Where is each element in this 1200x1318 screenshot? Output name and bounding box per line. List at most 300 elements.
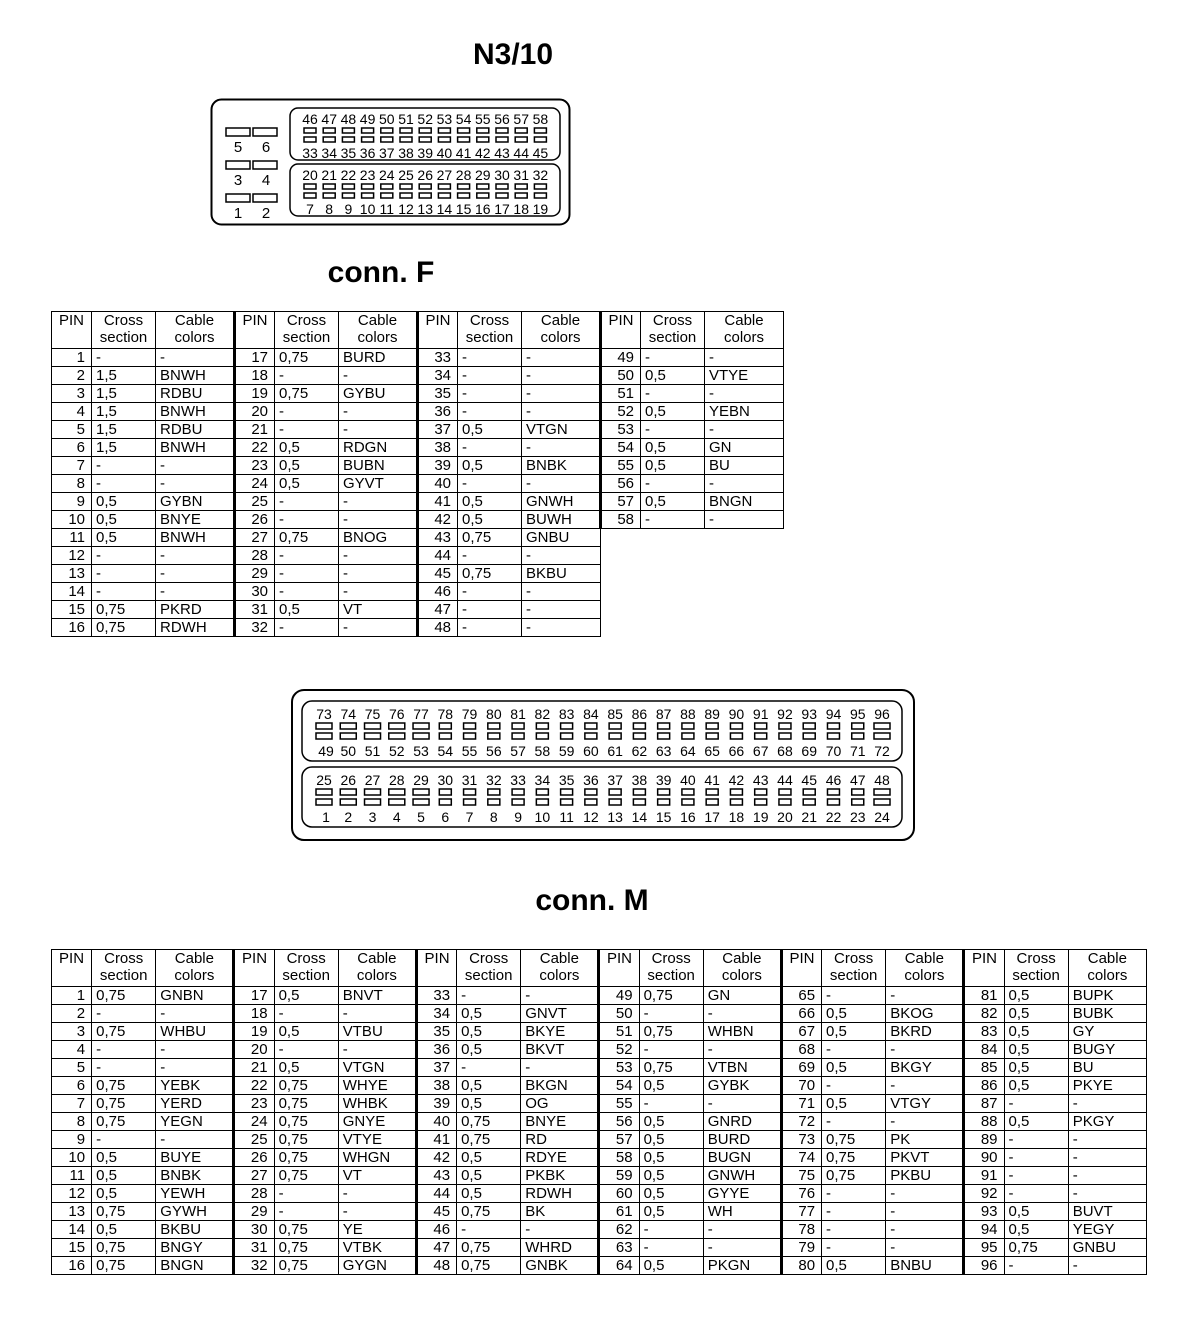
signal-pin — [852, 733, 864, 739]
empty-cell — [705, 601, 784, 619]
pin-number: 65 — [781, 987, 821, 1005]
pin-number: 12 — [52, 547, 92, 565]
cable-color: - — [886, 987, 964, 1005]
cable-color: - — [522, 385, 601, 403]
cross-section: 0,5 — [1004, 1041, 1068, 1059]
pin-label: 51 — [398, 111, 414, 127]
cable-color: - — [886, 1203, 964, 1221]
cross-section: 0,75 — [92, 1113, 156, 1131]
header-pin: PIN — [601, 312, 641, 349]
signal-pin — [419, 128, 431, 133]
cable-color: RDBU — [156, 421, 235, 439]
pin-number: 1 — [52, 987, 92, 1005]
signal-pin — [682, 799, 694, 805]
cross-section: 1,5 — [92, 403, 156, 421]
pin-label: 18 — [513, 201, 529, 217]
cable-color: - — [886, 1113, 964, 1131]
empty-cell — [641, 601, 705, 619]
header-cross-section: Cross section — [274, 950, 338, 987]
signal-pin — [381, 128, 393, 133]
pin-number: 42 — [416, 1149, 456, 1167]
signal-pin — [389, 799, 405, 805]
cable-color: - — [521, 987, 599, 1005]
signal-pin — [316, 733, 332, 739]
cross-section: - — [92, 1059, 156, 1077]
pin-label: 56 — [494, 111, 510, 127]
cross-section: 0,5 — [822, 1005, 886, 1023]
signal-pin — [585, 733, 597, 739]
pin-label: 51 — [364, 743, 381, 759]
cable-color: BKOG — [886, 1005, 964, 1023]
pin-label: 34 — [321, 145, 337, 161]
table-row — [52, 1185, 1147, 1203]
cable-color: - — [886, 1041, 964, 1059]
cable-color: PKYE — [1068, 1077, 1146, 1095]
pin-number: 35 — [416, 1023, 456, 1041]
signal-pin — [477, 128, 489, 133]
signal-pin — [633, 789, 645, 795]
pin-number: 41 — [418, 493, 458, 511]
pin-label: 52 — [388, 743, 405, 759]
table-row — [52, 529, 784, 547]
pin-number: 48 — [418, 619, 458, 637]
cross-section: 0,5 — [639, 1077, 703, 1095]
cable-color: - — [521, 1059, 599, 1077]
signal-pin — [439, 723, 451, 729]
cross-section: 0,75 — [639, 1059, 703, 1077]
cable-color: GY — [1068, 1023, 1146, 1041]
table-row — [52, 367, 784, 385]
signal-pin — [304, 128, 316, 133]
pin-label: 5 — [417, 809, 425, 825]
cross-section: 0,5 — [1004, 1221, 1068, 1239]
cable-color: BKGY — [886, 1059, 964, 1077]
signal-pin — [779, 733, 791, 739]
cable-color: BURD — [339, 349, 418, 367]
pin-number: 20 — [235, 403, 275, 421]
cable-color: BNGN — [705, 493, 784, 511]
pin-label: 96 — [874, 706, 890, 722]
table-row — [52, 565, 784, 583]
table-row — [52, 601, 784, 619]
signal-pin — [464, 799, 476, 805]
signal-pin — [496, 137, 508, 142]
pin-label: 21 — [801, 809, 818, 825]
cable-color: YEWH — [156, 1185, 234, 1203]
cross-section: - — [822, 1221, 886, 1239]
power-pin — [226, 194, 250, 202]
pin-label: 48 — [340, 111, 357, 127]
cross-section: 0,5 — [639, 1131, 703, 1149]
pin-number: 55 — [599, 1095, 639, 1113]
header-cross-section: Cross section — [92, 950, 156, 987]
signal-pin — [389, 789, 405, 795]
pin-number: 23 — [235, 457, 275, 475]
cross-section: 0,5 — [639, 1113, 703, 1131]
pin-label: 2 — [261, 205, 271, 222]
signal-pin — [536, 723, 548, 729]
pin-number: 3 — [52, 1023, 92, 1041]
cross-section: 0,5 — [458, 457, 522, 475]
power-pin — [226, 128, 250, 136]
pin-label: 49 — [359, 111, 376, 127]
table-row — [52, 511, 784, 529]
cross-section: 0,5 — [1004, 1077, 1068, 1095]
cross-section: - — [275, 403, 339, 421]
cross-section: - — [639, 1239, 703, 1257]
signal-pin — [755, 723, 767, 729]
power-pin — [253, 128, 277, 136]
cable-color: - — [156, 565, 235, 583]
signal-pin — [609, 723, 621, 729]
signal-pin — [609, 789, 621, 795]
cross-section: 0,5 — [641, 403, 705, 421]
signal-pin — [874, 799, 890, 805]
cable-color: - — [522, 601, 601, 619]
pin-number: 8 — [52, 1113, 92, 1131]
cross-section: - — [274, 1041, 338, 1059]
cross-section: 0,5 — [639, 1149, 703, 1167]
header-pin: PIN — [416, 950, 456, 987]
pin-label: 83 — [558, 706, 575, 722]
cable-color: BUGY — [1068, 1041, 1146, 1059]
cable-color: - — [339, 619, 418, 637]
cross-section: 0,75 — [92, 1257, 156, 1275]
cable-color: - — [703, 1005, 781, 1023]
cable-color: - — [886, 1239, 964, 1257]
table-row — [52, 439, 784, 457]
pin-number: 47 — [416, 1239, 456, 1257]
signal-pin — [342, 137, 354, 142]
cross-section: 0,75 — [457, 1113, 521, 1131]
cross-section: 0,5 — [92, 1167, 156, 1185]
cable-color: - — [338, 1005, 416, 1023]
pin-number: 83 — [964, 1023, 1004, 1041]
pin-label: 25 — [398, 167, 414, 183]
pin-number: 46 — [418, 583, 458, 601]
pin-number: 26 — [234, 1149, 274, 1167]
pin-number: 87 — [964, 1095, 1004, 1113]
cable-color: RD — [521, 1131, 599, 1149]
pin-number: 30 — [234, 1221, 274, 1239]
cross-section: 0,5 — [639, 1185, 703, 1203]
pin-number: 40 — [416, 1113, 456, 1131]
signal-pin — [340, 789, 356, 795]
table-row — [52, 583, 784, 601]
cross-section: 0,75 — [275, 385, 339, 403]
pin-label: 37 — [607, 772, 623, 788]
pin-label: 19 — [532, 201, 549, 217]
signal-pin — [730, 733, 742, 739]
cable-color: - — [703, 1095, 781, 1113]
cable-color: VTGY — [886, 1095, 964, 1113]
cable-color: - — [156, 349, 235, 367]
signal-pin — [458, 193, 470, 198]
cable-color: - — [1068, 1131, 1146, 1149]
pin-number: 54 — [601, 439, 641, 457]
signal-pin — [365, 799, 381, 805]
pin-number: 63 — [599, 1239, 639, 1257]
pin-label: 17 — [494, 201, 510, 217]
cable-color: BKBU — [156, 1221, 234, 1239]
pin-label: 46 — [302, 111, 318, 127]
pin-number: 84 — [964, 1041, 1004, 1059]
cable-color: - — [886, 1185, 964, 1203]
cable-color: RDWH — [156, 619, 235, 637]
cross-section: 0,5 — [457, 1149, 521, 1167]
header-cable-colors: Cable colors — [703, 950, 781, 987]
pin-label: 11 — [379, 201, 395, 217]
cable-color: - — [705, 385, 784, 403]
cross-section: - — [639, 1095, 703, 1113]
pin-label: 38 — [631, 772, 648, 788]
cable-color: - — [156, 583, 235, 601]
pin-label: 63 — [655, 743, 672, 759]
pin-number: 27 — [234, 1167, 274, 1185]
pin-number: 43 — [416, 1167, 456, 1185]
pin-number: 58 — [601, 511, 641, 529]
pin-number: 45 — [416, 1203, 456, 1221]
pin-number: 39 — [418, 457, 458, 475]
pin-label: 55 — [475, 111, 491, 127]
signal-pin — [803, 789, 815, 795]
signal-pin — [706, 789, 718, 795]
signal-pin — [512, 789, 524, 795]
pin-label: 73 — [316, 706, 332, 722]
cross-section: 0,5 — [457, 1023, 521, 1041]
empty-cell — [705, 619, 784, 637]
cross-section: 0,5 — [1004, 987, 1068, 1005]
conn-f-title: conn. F — [327, 256, 435, 289]
cross-section: - — [458, 601, 522, 619]
pin-label: 20 — [777, 809, 793, 825]
pin-label: 45 — [801, 772, 818, 788]
signal-pin — [561, 789, 573, 795]
pin-label: 12 — [583, 809, 599, 825]
pin-label: 59 — [558, 743, 575, 759]
header-cross-section: Cross section — [457, 950, 521, 987]
header-pin: PIN — [52, 312, 92, 349]
pin-number: 67 — [781, 1023, 821, 1041]
cross-section: 0,5 — [641, 439, 705, 457]
signal-pin — [413, 733, 429, 739]
signal-pin — [633, 733, 645, 739]
signal-pin — [658, 723, 670, 729]
pin-label: 4 — [392, 809, 401, 825]
cable-color: GN — [705, 439, 784, 457]
cable-color: - — [705, 511, 784, 529]
pin-number: 57 — [599, 1131, 639, 1149]
pin-number: 21 — [234, 1059, 274, 1077]
cross-section: - — [822, 1077, 886, 1095]
pin-label: 19 — [752, 809, 769, 825]
cable-color: VTGN — [338, 1059, 416, 1077]
cross-section: 0,75 — [458, 565, 522, 583]
pin-number: 3 — [52, 385, 92, 403]
cross-section: 0,75 — [639, 1023, 703, 1041]
pin-label: 22 — [340, 167, 357, 183]
header-pin: PIN — [964, 950, 1004, 987]
pin-label: 86 — [631, 706, 648, 722]
pin-label: 54 — [455, 111, 472, 127]
cable-color: - — [339, 493, 418, 511]
signal-pin — [658, 789, 670, 795]
header-pin: PIN — [235, 312, 275, 349]
pin-label: 10 — [534, 809, 551, 825]
signal-pin — [381, 137, 393, 142]
pin-label: 44 — [513, 145, 529, 161]
pin-number: 20 — [234, 1041, 274, 1059]
pin-number: 29 — [235, 565, 275, 583]
signal-pin — [304, 137, 316, 142]
cross-section: 0,75 — [92, 601, 156, 619]
pin-number: 31 — [235, 601, 275, 619]
cable-color: GYGN — [338, 1257, 416, 1275]
cross-section: 0,75 — [274, 1221, 338, 1239]
cross-section: 0,75 — [639, 987, 703, 1005]
pin-number: 23 — [234, 1095, 274, 1113]
pin-number: 15 — [52, 601, 92, 619]
pin-number: 32 — [235, 619, 275, 637]
connector-f-diagram — [210, 98, 572, 228]
pin-number: 51 — [601, 385, 641, 403]
cable-color: GYWH — [156, 1203, 234, 1221]
cross-section: - — [458, 547, 522, 565]
signal-pin — [496, 128, 508, 133]
pin-number: 14 — [52, 583, 92, 601]
pin-number: 19 — [234, 1023, 274, 1041]
pin-number: 10 — [52, 511, 92, 529]
power-pin — [253, 161, 277, 169]
pin-number: 25 — [234, 1131, 274, 1149]
pin-label: 39 — [417, 145, 433, 161]
signal-pin — [342, 184, 354, 189]
signal-pin — [561, 723, 573, 729]
pin-label: 31 — [461, 772, 478, 788]
pin-number: 39 — [416, 1095, 456, 1113]
pin-number: 60 — [599, 1185, 639, 1203]
pin-label: 49 — [318, 743, 334, 759]
pin-label: 32 — [532, 167, 549, 183]
pin-number: 5 — [52, 421, 92, 439]
conn-f-table — [51, 311, 784, 637]
cross-section: 0,5 — [274, 1059, 338, 1077]
cross-section: - — [275, 547, 339, 565]
table-row — [52, 403, 784, 421]
cross-section: 0,75 — [1004, 1239, 1068, 1257]
cable-color: GYVT — [339, 475, 418, 493]
cross-section: 0,5 — [822, 1095, 886, 1113]
cable-color: RDYE — [521, 1149, 599, 1167]
pin-number: 37 — [418, 421, 458, 439]
pin-label: 10 — [359, 201, 376, 217]
header-cross-section: Cross section — [92, 312, 156, 349]
cross-section: - — [92, 475, 156, 493]
cross-section: 0,5 — [1004, 1059, 1068, 1077]
cross-section: - — [458, 475, 522, 493]
signal-pin — [512, 723, 524, 729]
pin-label: 36 — [583, 772, 599, 788]
signal-pin — [561, 799, 573, 805]
pin-label: 82 — [534, 706, 551, 722]
cross-section: 0,5 — [457, 1077, 521, 1095]
signal-pin — [316, 799, 332, 805]
cross-section: - — [458, 367, 522, 385]
cross-section: 0,5 — [1004, 1005, 1068, 1023]
pin-number: 27 — [235, 529, 275, 547]
pin-label: 29 — [475, 167, 491, 183]
pin-label: 69 — [801, 743, 818, 759]
signal-pin — [419, 137, 431, 142]
cable-color: GNBU — [1068, 1239, 1146, 1257]
pin-label: 26 — [340, 772, 357, 788]
pin-number: 12 — [52, 1185, 92, 1203]
signal-pin — [561, 733, 573, 739]
pin-label: 21 — [321, 167, 337, 183]
table-row — [52, 457, 784, 475]
connector-m-diagram — [290, 688, 916, 842]
cross-section: 0,75 — [274, 1077, 338, 1095]
signal-pin — [400, 193, 412, 198]
cable-color: WH — [703, 1203, 781, 1221]
cable-color: GNBU — [522, 529, 601, 547]
cross-section: - — [275, 583, 339, 601]
pin-label: 54 — [437, 743, 454, 759]
cross-section: - — [92, 1005, 156, 1023]
cable-color: - — [339, 565, 418, 583]
pin-number: 58 — [599, 1149, 639, 1167]
cross-section: 0,5 — [457, 1185, 521, 1203]
pin-number: 13 — [52, 1203, 92, 1221]
table-row — [52, 547, 784, 565]
pin-label: 52 — [417, 111, 433, 127]
signal-pin — [779, 789, 791, 795]
pin-number: 19 — [235, 385, 275, 403]
signal-pin — [534, 193, 546, 198]
power-pin — [226, 161, 250, 169]
header-cable-colors: Cable colors — [886, 950, 964, 987]
pin-label: 30 — [494, 167, 510, 183]
cable-color: PKBK — [521, 1167, 599, 1185]
cable-color: WHGN — [338, 1149, 416, 1167]
pin-label: 93 — [801, 706, 818, 722]
pin-number: 37 — [416, 1059, 456, 1077]
cross-section: - — [275, 565, 339, 583]
signal-pin — [536, 733, 548, 739]
empty-cell — [601, 601, 641, 619]
pin-number: 43 — [418, 529, 458, 547]
cable-color: - — [156, 1005, 234, 1023]
signal-pin — [304, 184, 316, 189]
pin-label: 36 — [359, 145, 376, 161]
signal-pin — [362, 184, 374, 189]
pin-number: 53 — [599, 1059, 639, 1077]
pin-number: 55 — [601, 457, 641, 475]
cross-section: 0,5 — [92, 1221, 156, 1239]
pin-label: 85 — [607, 706, 623, 722]
power-pin — [253, 194, 277, 202]
cable-color: VT — [339, 601, 418, 619]
pin-number: 41 — [416, 1131, 456, 1149]
cable-color: - — [703, 1239, 781, 1257]
cable-color: BKVT — [521, 1041, 599, 1059]
signal-pin — [362, 128, 374, 133]
pin-number: 48 — [416, 1257, 456, 1275]
cross-section: 0,5 — [92, 1149, 156, 1167]
empty-cell — [641, 619, 705, 637]
pin-label: 67 — [752, 743, 769, 759]
cross-section: 0,5 — [1004, 1023, 1068, 1041]
